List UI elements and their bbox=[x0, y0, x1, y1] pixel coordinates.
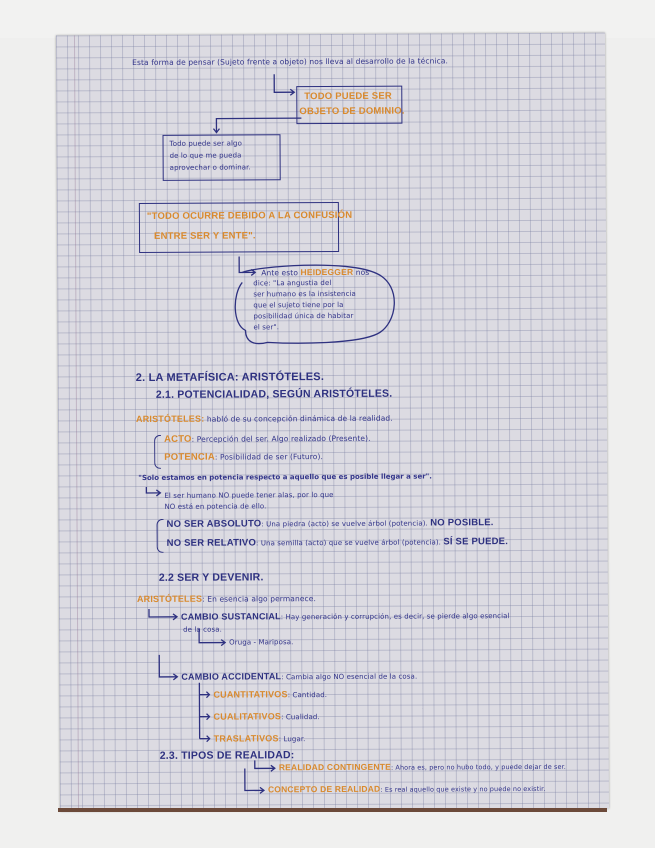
box-dominio-line2: OBJETO DE DOMINIO. bbox=[299, 105, 405, 118]
traslativos-label: TRASLATIVOS bbox=[213, 733, 279, 744]
concepto-realidad-line bbox=[268, 784, 546, 794]
notebook-page bbox=[56, 33, 609, 812]
cuantitativos-line bbox=[213, 690, 327, 700]
heidegger-line3: ser humano es la insistencia bbox=[253, 289, 356, 299]
section-2-title: 2. LA METAFÍSICA: ARISTÓTELES. bbox=[135, 371, 325, 385]
potencia-label: POTENCIA bbox=[164, 451, 215, 463]
acto-label: ACTO bbox=[164, 433, 192, 445]
aristoteles-esencia bbox=[137, 594, 316, 604]
intro-text: Esta forma de pensar (Sujeto frente a objeto) nos lleva al desarrollo de la técnica. bbox=[132, 56, 449, 68]
heidegger-line5: posibilidad única de habitar bbox=[253, 311, 354, 321]
cualitativos-line bbox=[214, 712, 320, 722]
box-aprovechar-line3: aprovechar o dominar. bbox=[169, 163, 251, 172]
traslativos-line bbox=[214, 734, 306, 743]
acto-line bbox=[164, 434, 371, 445]
cambio-accidental-text: : Cambia algo NO esencial de la cosa. bbox=[281, 672, 418, 682]
acto-potencia-bracket bbox=[154, 435, 161, 469]
no-ser-absoluto-result: NO POSIBLE. bbox=[430, 517, 494, 529]
concepto-realidad-text: : Es real aquello que existe y no puede no existir. bbox=[380, 784, 546, 794]
aristoteles-concepcion bbox=[136, 414, 393, 424]
cambio-sustancial-label: CAMBIO SUSTANCIAL bbox=[180, 611, 281, 622]
no-ser-relativo-result: SÍ SE PUEDE. bbox=[443, 536, 509, 548]
section-2-1-title: 2.1. POTENCIALIDAD, SEGÚN ARISTÓTELES. bbox=[155, 387, 393, 401]
cambio-sustancial-line bbox=[181, 611, 510, 622]
aristoteles-label: ARISTÓTELES: bbox=[135, 413, 205, 425]
heidegger-line6: el ser". bbox=[253, 323, 280, 332]
cuantitativos-text: : Cantidad. bbox=[287, 691, 328, 700]
aristoteles-text: habló de su concepción dinámica de la realidad. bbox=[206, 413, 393, 424]
aristoteles2-text: : En esencia algo permanece. bbox=[202, 594, 316, 604]
human-line2: NO está en potencia de ello. bbox=[164, 502, 267, 511]
cambio-sustancial-text2: de la cosa. bbox=[183, 625, 222, 634]
heidegger-prefix: Ante esto bbox=[261, 268, 299, 278]
cambio-accidental-label: CAMBIO ACCIDENTAL bbox=[181, 671, 282, 682]
human-line1: El ser humano NO puede tener alas, por lo que bbox=[164, 490, 334, 500]
cualitativos-text: : Cualidad. bbox=[281, 713, 320, 722]
no-ser-absoluto-text: : Una piedra (acto) se vuelve árbol (potencia). bbox=[261, 519, 428, 529]
cambio-accidental-line bbox=[181, 672, 417, 682]
heidegger-line1 bbox=[261, 268, 369, 277]
no-ser-relativo-line bbox=[167, 537, 508, 548]
cuantitativos-label: CUANTITATIVOS bbox=[213, 689, 288, 700]
no-ser-bracket bbox=[157, 519, 164, 553]
realidad-contingente-line bbox=[279, 762, 566, 772]
realidad-contingente-label: REALIDAD CONTINGENTE bbox=[278, 761, 391, 773]
section-2-3-title: 2.3. TIPOS DE REALIDAD: bbox=[159, 749, 295, 762]
section-2-2-title: 2.2 SER Y DEVENIR. bbox=[158, 571, 264, 584]
concepto-realidad-label: CONCEPTO DE REALIDAD bbox=[267, 783, 381, 795]
no-ser-relativo-text: : Una semilla (acto) que se vuelve árbol (potencia). bbox=[256, 538, 442, 548]
no-ser-absoluto-label: NO SER ABSOLUTO bbox=[166, 518, 262, 530]
oruga-example: Oruga - Mariposa. bbox=[229, 638, 294, 647]
potencia-line bbox=[164, 452, 323, 462]
box-dominio-line1: TODO PUEDE SER bbox=[304, 90, 392, 103]
aristoteles2-label: ARISTÓTELES bbox=[136, 593, 203, 605]
heidegger-suffix: nos bbox=[355, 267, 370, 277]
no-ser-relativo-label: NO SER RELATIVO bbox=[166, 537, 257, 549]
heidegger-line2: dice: "La angustia del bbox=[253, 279, 332, 288]
box-confusion-line1: "TODO OCURRE DEBIDO A LA CONFUSIÓN bbox=[146, 209, 353, 222]
cambio-sustancial-text: : Hay generación y corrupción, es decir, se pierde algo esencial bbox=[280, 612, 510, 622]
heidegger-line4: que el sujeto tiene por la bbox=[253, 300, 344, 310]
acto-text: : Percepción del ser. Algo realizado (Presente). bbox=[191, 433, 371, 444]
box-confusion-line2: ENTRE SER Y ENTE". bbox=[153, 230, 256, 242]
page-bottom-edge bbox=[58, 808, 607, 812]
traslativos-text: : Lugar. bbox=[278, 735, 306, 744]
heidegger-name: HEIDEGGER bbox=[300, 266, 354, 278]
box-aprovechar-line1: Todo puede ser algo bbox=[169, 139, 242, 148]
realidad-contingente-text: : Ahora es, pero no hubo todo, y puede dejar de ser. bbox=[390, 762, 566, 772]
box-aprovechar-line2: de lo que me pueda bbox=[169, 151, 242, 160]
potencia-quote: "Solo estamos en potencia respecto a aquello que es posible llegar a ser". bbox=[138, 472, 432, 483]
cualitativos-label: CUALITATIVOS bbox=[213, 711, 282, 722]
potencia-text: : Posibilidad de ser (Futuro). bbox=[214, 452, 324, 462]
no-ser-absoluto-line bbox=[167, 518, 494, 529]
